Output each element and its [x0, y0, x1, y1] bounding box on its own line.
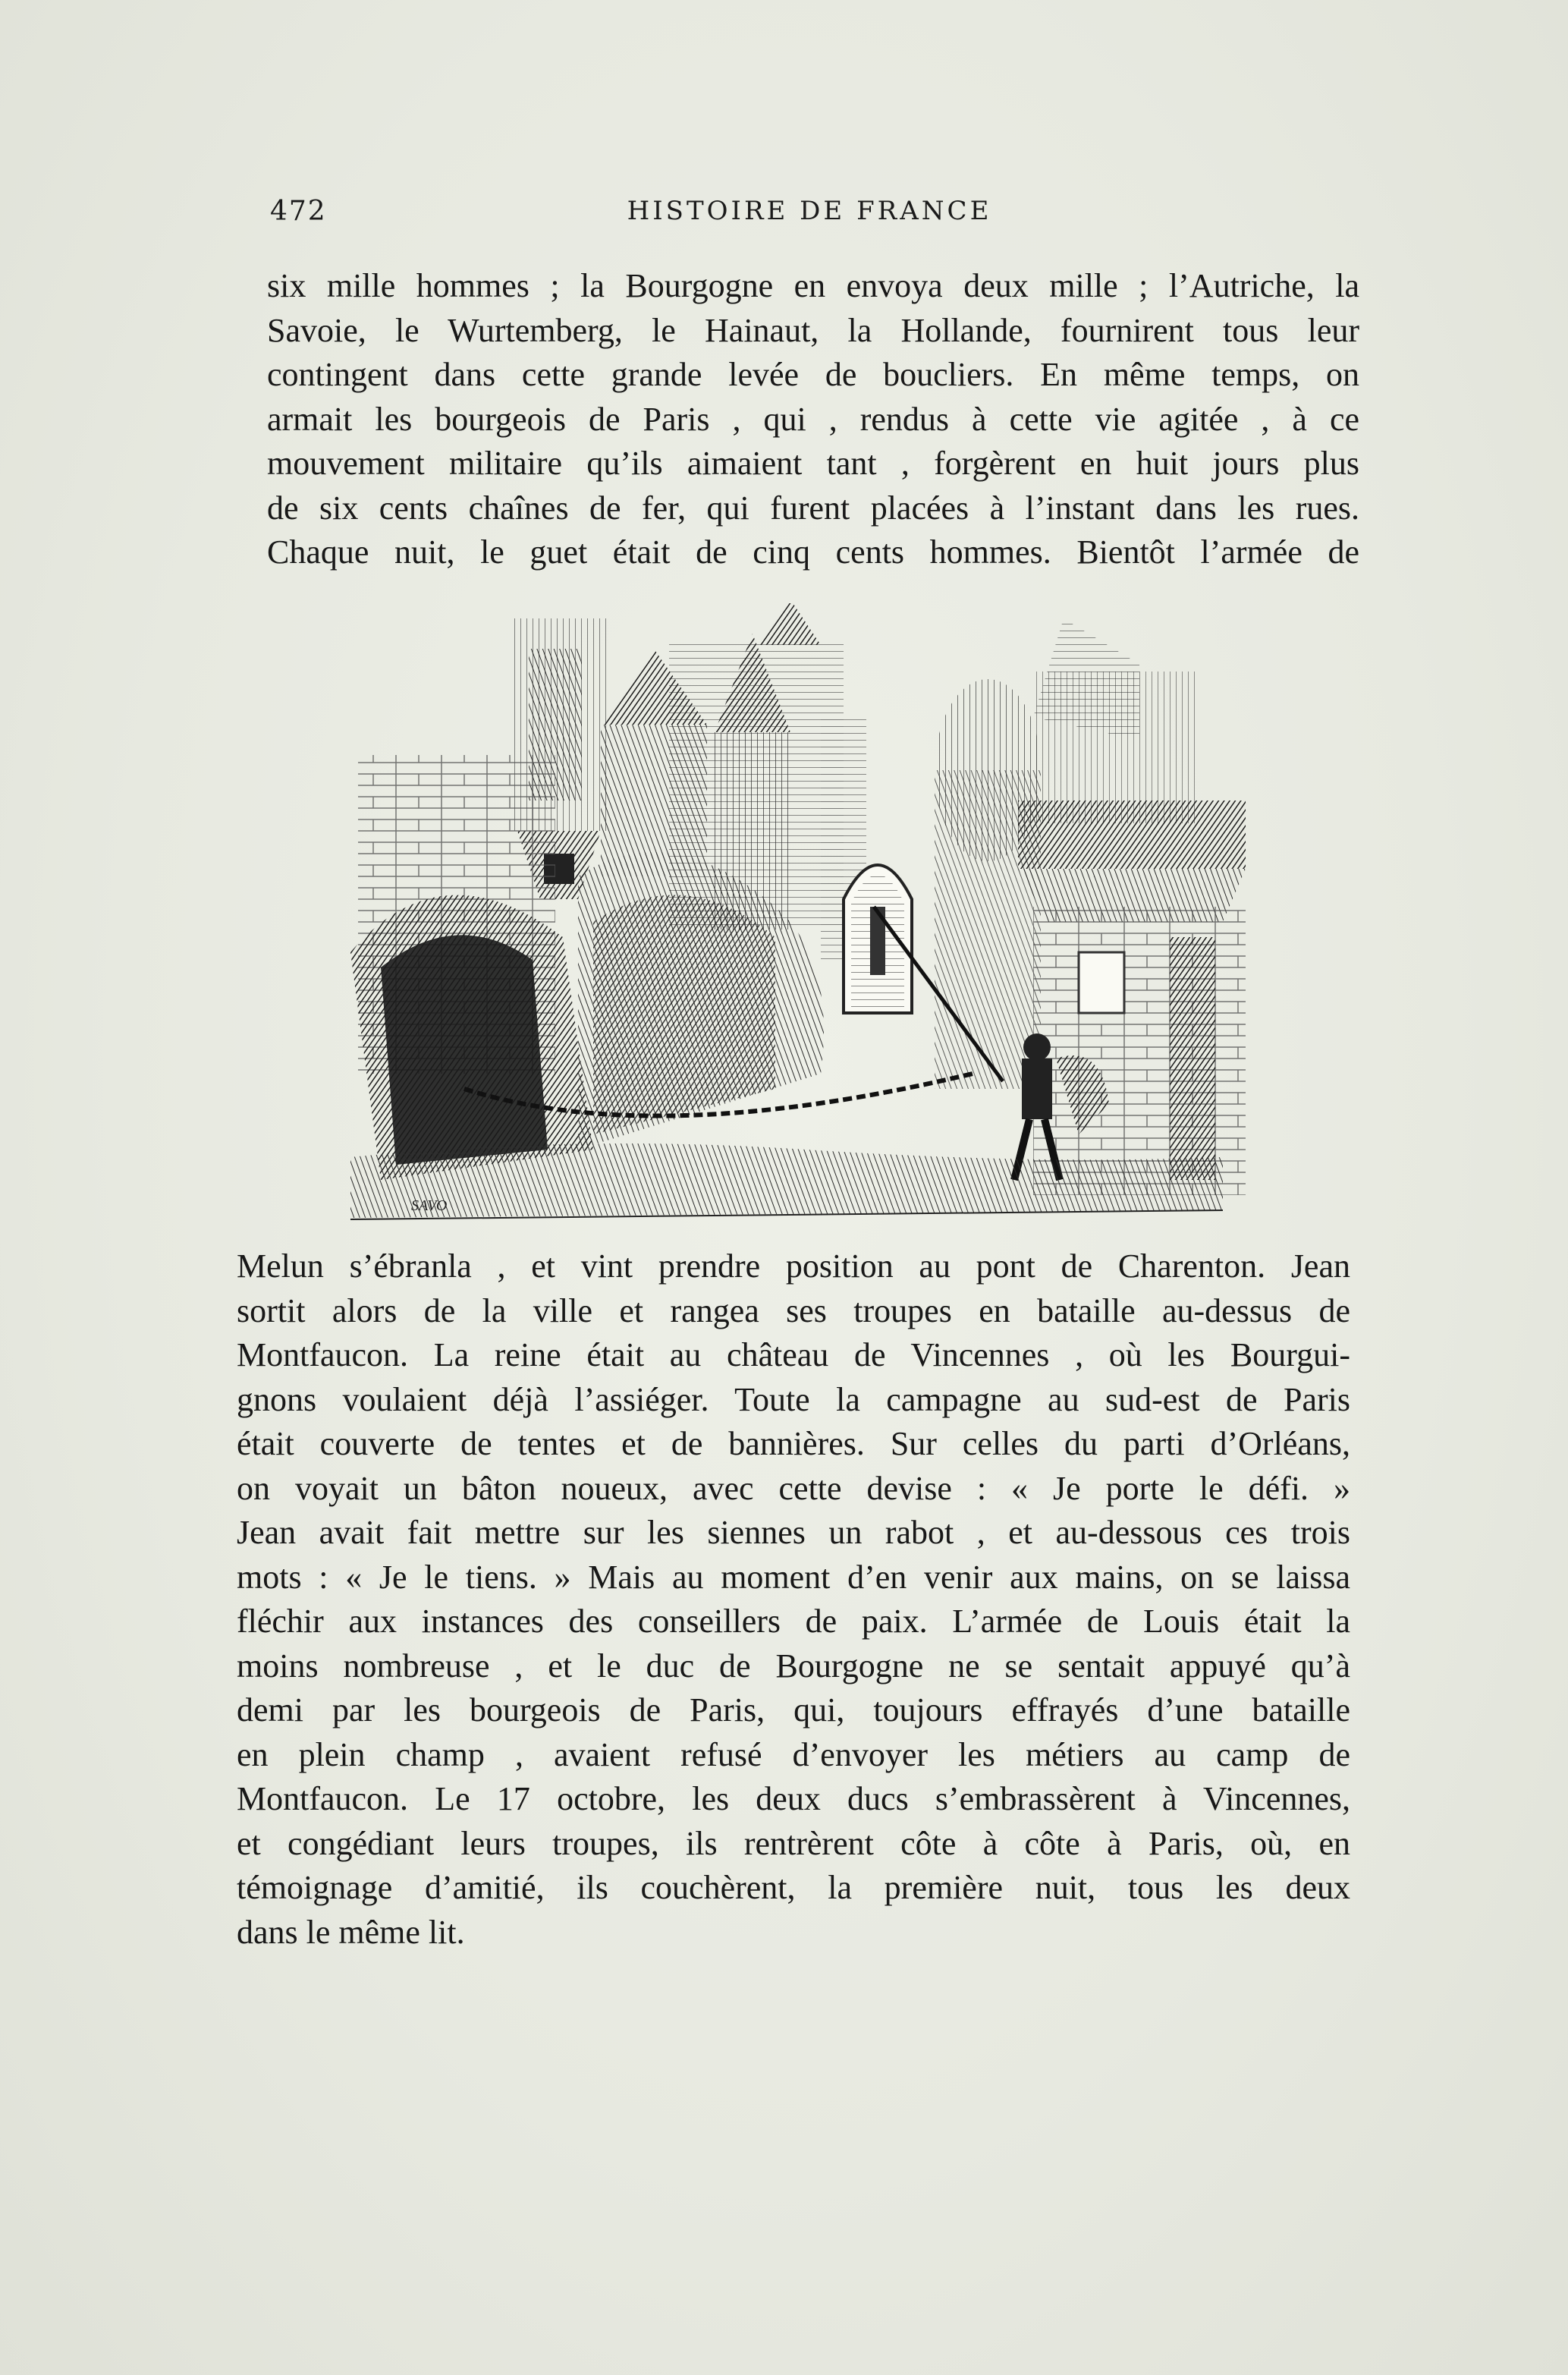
text-line: et congédiant leurs troupes, ils rentrèrent côte à côte à Paris, où, en	[237, 1824, 1350, 1862]
engraver-signature: SAVO	[411, 1197, 448, 1214]
text-line: moins nombreuse , et le duc de Bourgogne ne se sentait appuyé qu’à	[237, 1647, 1350, 1685]
dark-arch	[350, 852, 824, 1180]
paragraph-bottom	[237, 1244, 1350, 1955]
text-line: on voyait un bâton noueux, avec cette devise : « Je porte le défi. »	[237, 1469, 1350, 1507]
paragraph-top	[267, 264, 1359, 575]
text-line: dans le même lit.	[237, 1913, 465, 1951]
engraving-illustration	[350, 603, 1261, 1233]
text-line: contingent dans cette grande levée de boucliers. En même temps, on	[267, 356, 1359, 393]
running-title: HISTOIRE DE FRANCE	[627, 196, 992, 226]
text-line: mouvement militaire qu’ils aimaient tant , forgèrent en huit jours plus	[267, 445, 1359, 482]
text-line: Montfaucon. La reine était au château de Vincennes , où les Bourgui-	[237, 1336, 1350, 1373]
text-line: fléchir aux instances des conseillers de paix. L’armée de Louis était la	[237, 1603, 1350, 1640]
text-line: Montfaucon. Le 17 octobre, les deux ducs s’embrassèrent à Vincennes,	[237, 1780, 1350, 1817]
gothic-doorway	[844, 865, 912, 1013]
text-line: était couverte de tentes et de bannières. Sur celles du parti d’Orléans,	[237, 1425, 1350, 1462]
text-line: Melun s’ébranla , et vint prendre position au pont de Charenton. Jean	[237, 1247, 1350, 1285]
text-line: mots : « Je le tiens. » Mais au moment d’en venir aux mains, on se laissa	[237, 1558, 1350, 1596]
text-line: demi par les bourgeois de Paris, qui, toujours effrayés d’une bataille	[237, 1691, 1350, 1729]
page-number: 472	[270, 196, 327, 227]
text-line: Chaque nuit, le guet était de cinq cents hommes. Bientôt l’armée de	[267, 533, 1359, 571]
text-line: Savoie, le Wurtemberg, le Hainaut, la Hollande, fournirent tous leur	[267, 311, 1359, 349]
text-line: Jean avait fait mettre sur les siennes un rabot , et au-dessous ces trois	[237, 1514, 1350, 1551]
text-line: de six cents chaînes de fer, qui furent placées à l’instant dans les rues.	[267, 489, 1359, 527]
text-line: gnons voulaient déjà l’assiéger. Toute la campagne au sud-est de Paris	[237, 1380, 1350, 1418]
text-line: armait les bourgeois de Paris , qui , rendus à cette vie agitée , à ce	[267, 400, 1359, 438]
running-head	[267, 196, 1352, 234]
text-line: six mille hommes ; la Bourgogne en envoya deux mille ; l’Autriche, la	[267, 267, 1359, 304]
text-line: témoignage d’amitié, ils couchèrent, la première nuit, tous les deux	[237, 1869, 1350, 1906]
text-line: en plein champ , avaient refusé d’envoyer les métiers au camp de	[237, 1735, 1350, 1773]
text-line: sortit alors de la ville et rangea ses troupes en bataille au-dessus de	[237, 1291, 1350, 1329]
